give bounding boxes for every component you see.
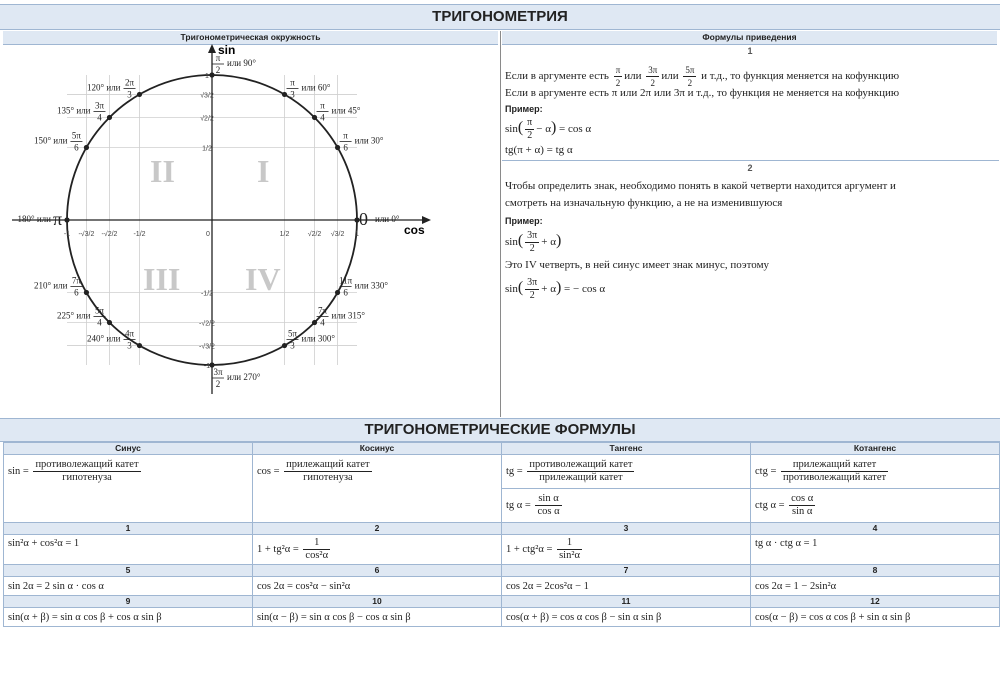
reduction-formulas-header: Формулы приведения: [502, 31, 997, 45]
angle-label-degrees: или 45°: [331, 105, 361, 116]
section-number-1: 1: [747, 46, 753, 56]
x-tick-label: √2/2: [307, 231, 322, 238]
example-2-formula-2: sin( $\frac{3\pi}{2}$ + α) = − cos α: [505, 277, 606, 301]
angle-label-degrees: 150° или: [33, 135, 68, 146]
example-1-formula-2: tg(π + α) = tg α: [505, 144, 573, 156]
angle-label: [57, 306, 105, 328]
identity-3: 1 + ctg²α = $\frac{1}{\text{sin²α}}$: [502, 535, 751, 565]
quadrant-label-i: I: [257, 153, 270, 189]
identity-number-10: 10: [253, 596, 502, 608]
angle-label-degrees: или 270°: [227, 372, 261, 382]
angle-point: [335, 290, 340, 295]
identity-number-3: 3: [502, 523, 751, 535]
angle-label: [287, 329, 336, 351]
angle-label-numerator: 3π: [94, 100, 104, 111]
x-tick-label: -√2/2: [101, 231, 118, 238]
identity-number-6: 6: [253, 565, 502, 577]
cotangent-definition: ctg = $\frac{\text{прилежащий катет}}{\text{противолежащий катет}}$: [751, 455, 1000, 489]
angle-label-numerator: 5π: [71, 130, 81, 141]
frac-pi-2: $\frac{\pi}{2}$: [615, 65, 621, 88]
quadrant-label-ii: II: [150, 153, 175, 189]
angle-label-degrees: или 90°: [227, 58, 256, 68]
section-number-2: 2: [747, 163, 753, 173]
angle-label-numerator: 2π: [124, 77, 135, 88]
angle-point: [209, 72, 214, 77]
cosine-definition: cos = $\frac{\text{прилежащий катет}}{\text{гипотенуза}}$: [253, 455, 502, 523]
axis-label-sin: sin: [218, 44, 236, 57]
angle-label: [317, 306, 366, 328]
angle-label-denominator: 2: [215, 65, 221, 75]
y-tick-label: -√3/2: [199, 343, 215, 351]
identity-number-2: 2: [253, 523, 502, 535]
identity-number-9: 9: [4, 596, 253, 608]
angle-point: [107, 115, 112, 120]
angle-label: [34, 276, 82, 298]
sine-definition: sin = $\frac{\text{противолежащий катет}}{\text{гипотенуза}}$: [4, 455, 253, 523]
angle-label: [57, 100, 105, 122]
angle-point: [282, 343, 287, 348]
angle-label-numerator: 7π: [318, 305, 328, 316]
angle-label: [359, 209, 400, 229]
identity-8: cos 2α = 1 − 2sin²α: [751, 577, 1000, 596]
identity-9: sin(α + β) = sin α cos β + cos α sin β: [4, 608, 253, 627]
section-divider: [502, 160, 999, 161]
angle-label-denominator: 3: [290, 89, 295, 100]
angle-label: [339, 276, 388, 298]
reduction-rule-1: Если в аргументе есть $\frac{\pi}{2}$ или $\frac{3\pi}{2}$ или $\frac{5\pi}{2}$ и т.д., то функция меняется на кофункцию: [505, 65, 900, 88]
formulas-table: [3, 442, 1000, 627]
angle-label-degrees: 180° или: [17, 214, 51, 224]
identity-2: 1 + tg²α = $\frac{1}{\text{cos²α}}$: [253, 535, 502, 565]
identity-number-11: 11: [502, 596, 751, 608]
sin-axis-arrow: [208, 44, 216, 53]
tangent-definition: tg = $\frac{\text{противолежащий катет}}{\text{прилежащий катет}}$: [502, 455, 751, 489]
angle-label-degrees: 225° или: [56, 310, 91, 321]
angle-label-symbol: π: [53, 209, 63, 229]
angle-label-degrees: 210° или: [33, 280, 68, 291]
angle-point: [64, 217, 69, 222]
frac-3pi-2: $\frac{3\pi}{2}$: [648, 65, 658, 88]
frac-5pi-2: $\frac{5\pi}{2}$: [685, 65, 695, 88]
header-sine: Синус: [4, 443, 253, 455]
angle-label-denominator: 2: [215, 379, 221, 389]
angle-label-denominator: 6: [343, 287, 348, 298]
angle-label-denominator: 3: [290, 340, 295, 351]
angle-point: [137, 343, 142, 348]
angle-label: [317, 100, 361, 122]
y-tick-label: -√2/2: [199, 320, 215, 328]
angle-point: [84, 145, 89, 150]
angle-point: [335, 145, 340, 150]
header-tangent: Тангенс: [502, 443, 751, 455]
angle-label-denominator: 4: [320, 112, 325, 123]
angle-label-symbol: 0: [359, 209, 368, 229]
formulas-title: ТРИГОНОМЕТРИЧЕСКИЕ ФОРМУЛЫ: [0, 418, 1000, 442]
identity-10: sin(α − β) = sin α cos β − cos α sin β: [253, 608, 502, 627]
y-tick-label: √3/2: [200, 92, 214, 100]
y-tick-label: √2/2: [200, 115, 214, 123]
angle-label-denominator: 6: [74, 287, 79, 298]
y-tick-label: -1/2: [200, 290, 214, 298]
identity-number-1: 1: [4, 523, 253, 535]
angle-point: [84, 290, 89, 295]
unit-circle-header: Тригонометрическая окружность: [3, 31, 498, 45]
angle-label-numerator: π: [290, 77, 295, 88]
x-tick-label: -√3/2: [78, 231, 95, 238]
angle-point: [312, 320, 317, 325]
angle-label-numerator: π: [215, 53, 221, 63]
identity-6: cos 2α = cos²α − sin²α: [253, 577, 502, 596]
angle-label: [212, 367, 261, 389]
angle-label-denominator: 4: [97, 317, 102, 328]
angle-label-degrees: или 315°: [331, 310, 366, 321]
identity-number-5: 5: [4, 565, 253, 577]
angle-label-numerator: 7π: [71, 275, 81, 286]
angle-label: [87, 77, 135, 99]
header-cosine: Косинус: [253, 443, 502, 455]
identity-7: cos 2α = 2cos²α − 1: [502, 577, 751, 596]
y-tick-label: 1: [205, 73, 209, 80]
identity-11: cos(α + β) = cos α cos β − sin α sin β: [502, 608, 751, 627]
angle-label-degrees: или 300°: [301, 333, 335, 344]
angle-label-numerator: π: [343, 130, 348, 141]
angle-label-numerator: 5π: [287, 328, 298, 339]
angle-label-degrees: 120° или: [87, 82, 121, 93]
y-tick-label: -1: [203, 363, 211, 370]
identity-5: sin 2α = 2 sin α · cos α: [4, 577, 253, 596]
angle-point: [137, 92, 142, 97]
example-1-formula-1: sin( $\frac{\pi}{2}$ − α) = cos α: [505, 117, 592, 141]
angle-label-denominator: 6: [343, 142, 348, 153]
angle-label-numerator: 4π: [124, 328, 135, 339]
angle-point: [107, 320, 112, 325]
angle-label-denominator: 4: [320, 317, 325, 328]
angle-label-degrees: 135° или: [56, 105, 91, 116]
angle-label-denominator: 3: [127, 340, 132, 351]
angle-label-numerator: 5π: [94, 305, 104, 316]
x-tick-label: 0: [206, 231, 210, 238]
angle-label: [340, 131, 384, 153]
x-tick-label: √3/2: [330, 231, 345, 238]
header-cotangent: Котангенс: [751, 443, 1000, 455]
angle-label: [34, 131, 82, 153]
angle-label-degrees: или 30°: [354, 135, 384, 146]
sign-rule-line-1: Чтобы определить знак, необходимо понять в какой четверти находится аргумент и: [505, 180, 896, 192]
x-tick-label: -1/2: [133, 231, 146, 238]
sign-rule-line-2: смотреть на изначальную функцию, а не на изменившуюся: [505, 197, 783, 209]
x-tick-label: 1/2: [279, 231, 290, 238]
angle-label-degrees: или 60°: [301, 82, 331, 93]
angle-label-degrees: или 0°: [375, 214, 400, 224]
angle-label-denominator: 3: [127, 89, 132, 100]
angle-label-numerator: 11π: [338, 275, 353, 286]
panel-divider: [500, 31, 501, 417]
identity-4: tg α · ctg α = 1: [751, 535, 1000, 565]
example-2-formula-1: sin( $\frac{3\pi}{2}$ + α): [505, 230, 562, 254]
reduction-rule-2: Если в аргументе есть π или 2π или 3π и т.д., то функция не меняется на кофункцию: [505, 87, 900, 99]
identity-number-7: 7: [502, 565, 751, 577]
identity-number-8: 8: [751, 565, 1000, 577]
identity-1: sin²α + cos²α = 1: [4, 535, 253, 565]
cotangent-ratio: ctg α = $\frac{\text{cos α}}{\text{sin α}}$: [751, 489, 1000, 523]
identity-12: cos(α − β) = cos α cos β + sin α sin β: [751, 608, 1000, 627]
axis-label-cos: cos: [404, 223, 425, 237]
page-title: ТРИГОНОМЕТРИЯ: [0, 4, 1000, 30]
identity-number-12: 12: [751, 596, 1000, 608]
angle-label: [287, 77, 331, 99]
example-2-note: Это IV четверть, в ней синус имеет знак минус, поэтому: [505, 259, 770, 271]
angle-point: [312, 115, 317, 120]
angle-label-degrees: или 330°: [354, 280, 389, 291]
angle-label-numerator: 3π: [213, 367, 223, 377]
x-tick-label: 1: [355, 231, 359, 238]
tangent-ratio: tg α = $\frac{\text{sin α}}{\text{cos α}}$: [502, 489, 751, 523]
angle-label: [87, 329, 135, 351]
example-label-1: Пример:: [505, 104, 543, 114]
angle-label-denominator: 4: [97, 112, 102, 123]
angle-label-denominator: 6: [74, 142, 79, 153]
reduction-rule-1-pre: Если в аргументе есть: [505, 70, 609, 83]
x-tick-label: -1: [63, 231, 71, 238]
angle-label-numerator: π: [320, 100, 325, 111]
angle-label: [18, 209, 63, 229]
quadrant-label-iii: III: [143, 261, 181, 297]
angle-point: [282, 92, 287, 97]
example-label-2: Пример:: [505, 216, 543, 226]
quadrant-label-iv: IV: [245, 261, 281, 297]
angle-label-degrees: 240° или: [87, 333, 121, 344]
reduction-rule-1-post: и т.д., то функция меняется на кофункцию: [701, 70, 900, 83]
unit-circle-diagram: [0, 44, 500, 416]
y-tick-label: 1/2: [202, 145, 212, 153]
identity-number-4: 4: [751, 523, 1000, 535]
